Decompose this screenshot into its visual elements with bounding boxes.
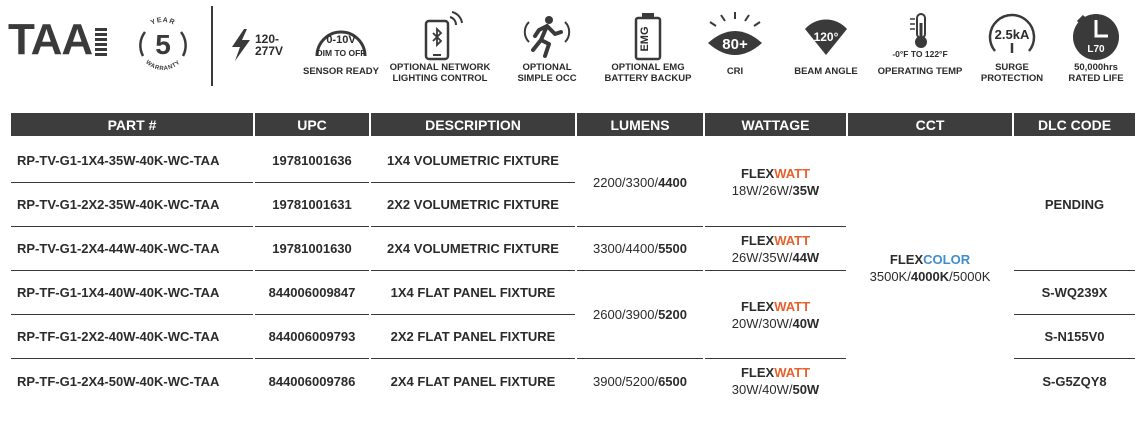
lightning-bolt-icon	[229, 28, 253, 62]
svg-text:80+: 80+	[722, 36, 748, 53]
phone-bluetooth-icon	[416, 11, 464, 61]
part-number-cell: RP-TV-G1-2X2-35W-40K-WC-TAA	[11, 183, 253, 227]
wattage-cell: FLEXWATT 26W/35W/44W	[705, 227, 846, 271]
wattage-cell: FLEXWATT 20W/30W/40W	[705, 271, 846, 359]
upc-cell: 844006009786	[268, 373, 356, 389]
feature-beam-angle	[789, 10, 863, 77]
svg-text:DIM TO OFF: DIM TO OFF	[316, 48, 366, 58]
feature-label: SENSOR READY	[302, 66, 379, 77]
beam-angle-icon	[801, 11, 851, 61]
feature-surge	[977, 10, 1047, 84]
feature-label: BEAM ANGLE	[794, 66, 858, 77]
lumens-cell: 3900/5200/6500	[593, 373, 687, 389]
description-cell: 2X4 VOLUMETRIC FIXTURE	[371, 227, 575, 271]
part-number-cell: RP-TF-G1-2X2-40W-40K-WC-TAA	[11, 315, 253, 359]
svg-text:2.5kA: 2.5kA	[994, 27, 1030, 42]
feature-rated-life	[1064, 10, 1128, 84]
description-cell: 2X2 VOLUMETRIC FIXTURE	[371, 183, 575, 227]
description-cell: 2X2 FLAT PANEL FIXTURE	[371, 315, 575, 359]
part-number-cell: RP-TF-G1-2X4-50W-40K-WC-TAA	[17, 373, 220, 389]
svg-text:WARRANTY: WARRANTY	[144, 59, 182, 73]
lumens-cell: 3300/4400/5500	[577, 227, 703, 271]
header-divider	[211, 6, 213, 86]
thermometer-icon	[908, 13, 932, 49]
table-row	[11, 138, 1135, 183]
feature-cri	[705, 10, 765, 77]
cct-cell: FLEXCOLOR 3500K/4000K/5000K	[869, 251, 991, 284]
surge-gauge-icon	[987, 11, 1037, 61]
svg-text:0-10V: 0-10V	[326, 34, 356, 46]
upc-cell: 19781001630	[255, 227, 369, 271]
taa-text: TAA	[8, 15, 93, 64]
column-header: PART #	[11, 113, 253, 136]
column-header: DLC CODE	[1014, 113, 1135, 136]
feature-operating-temp	[870, 10, 970, 77]
description-cell: 1X4 VOLUMETRIC FIXTURE	[371, 138, 575, 183]
feature-emg-backup	[596, 10, 700, 84]
svg-text:120°: 120°	[813, 30, 839, 44]
feature-header	[0, 0, 1143, 100]
voltage-line-1: 120-	[255, 32, 280, 46]
lumens-cell: 2200/3300/4400	[577, 138, 703, 227]
part-number-cell: RP-TV-G1-2X4-44W-40K-WC-TAA	[11, 227, 253, 271]
part-number-cell: RP-TV-G1-1X4-35W-40K-WC-TAA	[11, 138, 253, 183]
voltage-line-2: 277V	[255, 44, 284, 58]
feature-label: CRI	[726, 66, 744, 77]
feature-label: SURGE PROTECTION	[980, 62, 1044, 84]
eye-cri-icon	[705, 11, 765, 61]
part-number-cell: RP-TF-G1-1X4-40W-40K-WC-TAA	[11, 271, 253, 315]
feature-network-control	[384, 10, 496, 84]
table-header-row	[11, 113, 1135, 136]
wattage-cell: FLEXWATT 30W/40W/50W	[731, 365, 820, 397]
warranty-5-year-icon	[131, 12, 195, 76]
description-cell: 1X4 FLAT PANEL FIXTURE	[371, 271, 575, 315]
dlc-code-cell: PENDING	[1014, 138, 1135, 271]
temp-range-text: -0°F TO 122°F	[892, 49, 948, 59]
flag-stripes-icon	[95, 28, 107, 56]
lumens-cell: 2600/3900/5200	[577, 271, 703, 359]
column-header: CCT	[848, 113, 1012, 136]
feature-sensor-ready	[299, 10, 383, 77]
svg-text:L70: L70	[1087, 44, 1105, 55]
feature-label: OPERATING TEMP	[877, 66, 963, 77]
dimmer-icon	[311, 12, 371, 60]
description-cell: 2X4 FLAT PANEL FIXTURE	[390, 373, 556, 389]
dlc-code-cell: S-G5ZQY8	[1042, 373, 1107, 389]
column-header: LUMENS	[577, 113, 703, 136]
feature-label: OPTIONAL NETWORK LIGHTING CONTROL	[389, 62, 491, 84]
clock-life-icon	[1070, 10, 1122, 62]
battery-emg-icon	[633, 11, 663, 61]
upc-cell: 19781001636	[255, 138, 369, 183]
dlc-code-cell: S-N155V0	[1014, 315, 1135, 359]
feature-label: OPTIONAL EMG BATTERY BACKUP	[604, 62, 692, 84]
upc-cell: 19781001631	[255, 183, 369, 227]
svg-text:5: 5	[155, 29, 171, 60]
svg-text:YEAR: YEAR	[149, 16, 177, 27]
column-header: WATTAGE	[705, 113, 846, 136]
feature-label: 50,000hrs RATED LIFE	[1068, 62, 1124, 84]
voltage-badge	[229, 28, 283, 62]
wattage-cell: FLEXWATT 18W/26W/35W	[705, 138, 846, 227]
dlc-code-cell: S-WQ239X	[1014, 271, 1135, 315]
svg-text:EMG: EMG	[639, 26, 651, 52]
running-person-icon	[521, 12, 573, 60]
taa-badge	[8, 15, 107, 64]
column-header: UPC	[255, 113, 369, 136]
feature-simple-occ	[507, 10, 587, 84]
upc-cell: 844006009847	[255, 271, 369, 315]
upc-cell: 844006009793	[255, 315, 369, 359]
product-table	[9, 113, 1137, 403]
feature-label: OPTIONAL SIMPLE OCC	[517, 62, 577, 84]
column-header: DESCRIPTION	[371, 113, 575, 136]
